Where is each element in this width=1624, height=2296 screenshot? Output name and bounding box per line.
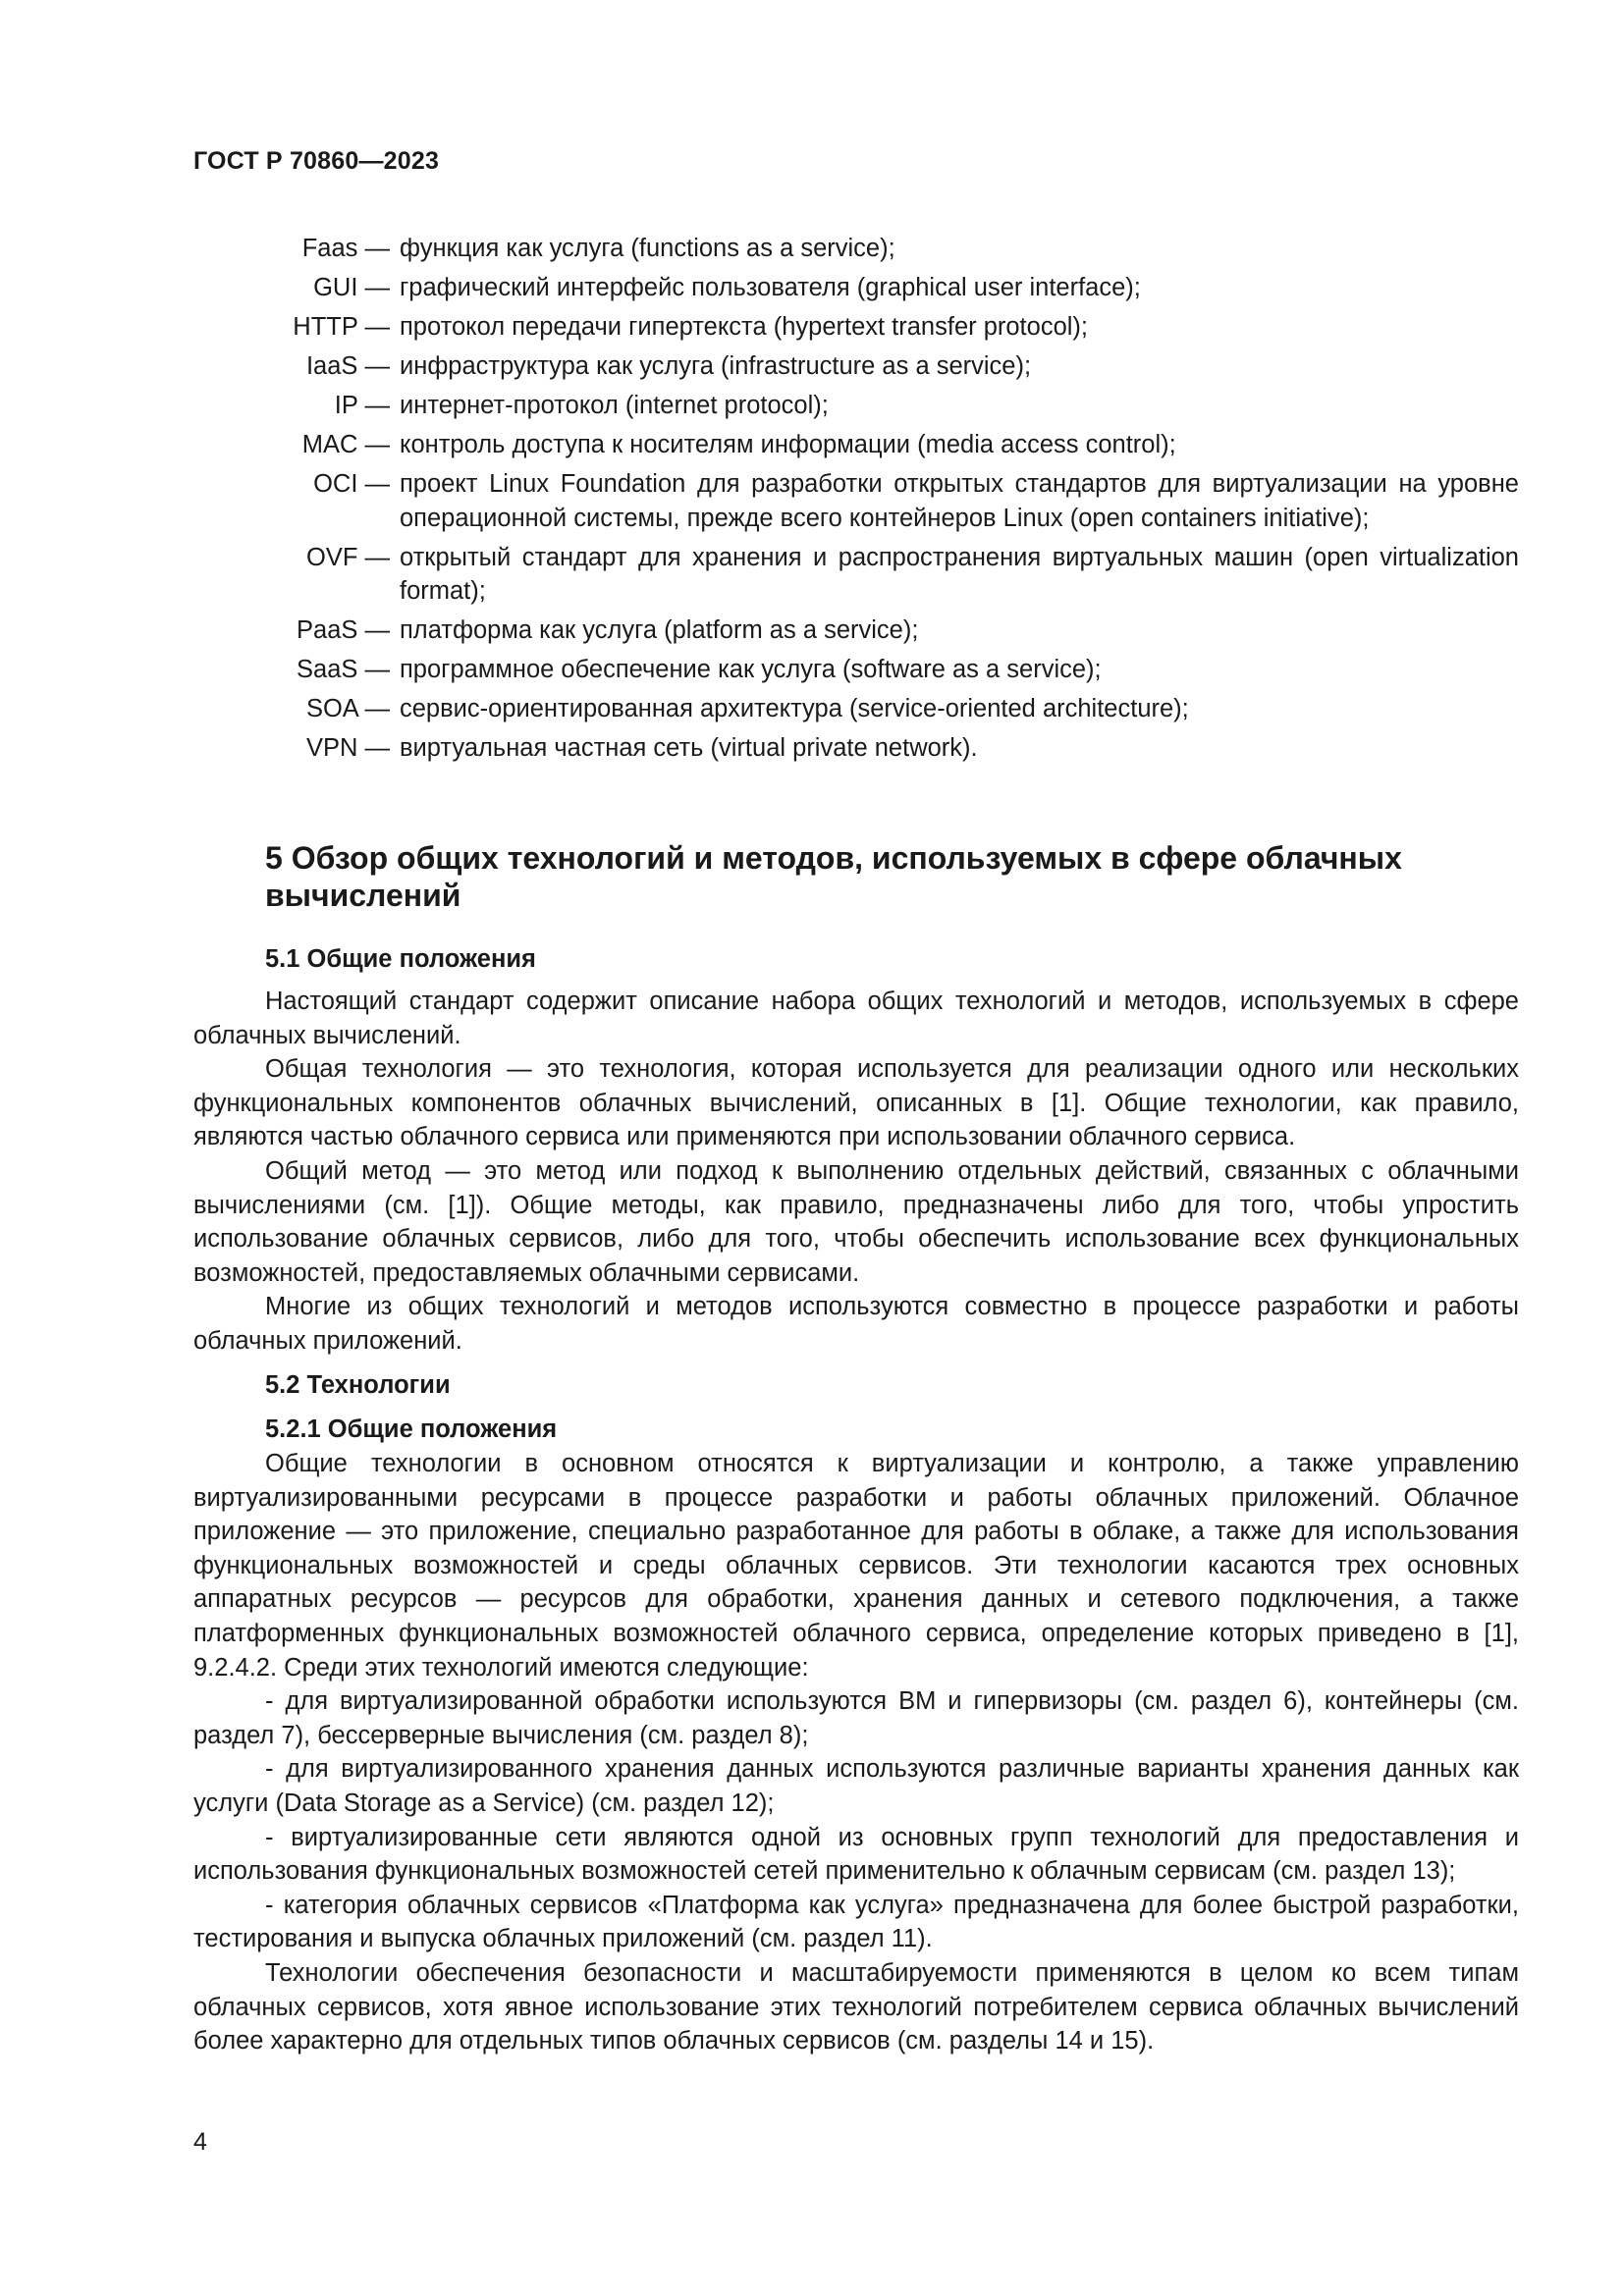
list-item: - категория облачных сервисов «Платформа как услуга» предназначена для более быстрой разработки, тестирования и выпуска облачных приложений (см. раздел 11). — [193, 1891, 1519, 1953]
abbreviation-definition: контроль доступа к носителям информации (media access control); — [400, 431, 1176, 458]
section-5-2-1-title: 5.2.1 Общие положения — [265, 1415, 558, 1443]
abbreviation-term: SaaS — — [297, 656, 390, 683]
section-5-1-title: 5.1 Общие положения — [265, 945, 536, 973]
abbreviations-list — [193, 232, 1519, 771]
abbreviation-term: MAC — — [301, 431, 390, 458]
abbreviation-entry — [193, 731, 1519, 766]
abbreviation-entry — [193, 614, 1519, 648]
abbreviation-entry — [193, 232, 1519, 266]
document-code-header: ГОСТ Р 70860—2023 — [193, 147, 440, 175]
abbreviation-term: VPN — — [305, 734, 390, 762]
abbreviation-definition: сервис-ориентированная архитектура (service-oriented architecture); — [400, 695, 1189, 722]
abbreviation-term: SOA — — [305, 695, 390, 722]
list-item: - для виртуализированной обработки используются ВМ и гипервизоры (см. раздел 6), контейнеры (см. раздел 7), бессерверные вычисления (см. раздел 8); — [193, 1687, 1519, 1749]
abbreviation-definition: графический интерфейс пользователя (graphical user interface); — [400, 274, 1141, 301]
abbreviation-definition: интернет-протокол (internet protocol); — [400, 392, 829, 419]
abbreviation-entry — [193, 653, 1519, 687]
abbreviation-term: OVF — — [305, 543, 390, 571]
abbreviation-term: IP — — [334, 392, 390, 419]
section-5-2-1-body — [193, 1447, 1519, 2058]
abbreviation-entry — [193, 310, 1519, 345]
abbreviation-entry — [193, 541, 1519, 609]
abbreviation-entry — [193, 349, 1519, 384]
abbreviation-entry — [193, 428, 1519, 462]
abbreviation-term: GUI — — [313, 274, 390, 301]
paragraph: Настоящий стандарт содержит описание набора общих технологий и методов, используемых в сфере облачных вычислений. — [193, 988, 1519, 1049]
paragraph: Общий метод — это метод или подход к выполнению отдельных действий, связанных с облачными вычислениями (см. [1]). Общие методы, как правило, предназначены либо для того, чтобы упростить использование облачных сервисов, либо для того, чтобы обеспечить использование всех функциональных возможностей, предоставляемых облачными сервисами. — [193, 1156, 1519, 1287]
paragraph: Многие из общих технологий и методов используются совместно в процессе разработки и работы облачных приложений. — [193, 1293, 1519, 1355]
paragraph: Общие технологии в основном относятся к виртуализации и контролю, а также управлению виртуализированными ресурсами в процессе разработки и работы облачных приложений. Облачное приложение — это приложение, специально разработанное для работы в облаке, а также для использования функциональных возможностей и среды облачных сервисов. Эти технологии касаются трех основных аппаратных ресурсов — ресурсов для обработки, хранения данных и сетевого подключения, а также платформенных функциональных возможностей облачного сервиса, определение которых приведено в [1], 9.2.4.2. Среди этих технологий имеются следующие: — [193, 1450, 1519, 1682]
abbreviation-definition: открытый стандарт для хранения и распространения виртуальных машин (open virtualization format); — [400, 543, 1519, 605]
abbreviation-entry — [193, 271, 1519, 305]
abbreviation-entry — [193, 467, 1519, 535]
list-item: - виртуализированные сети являются одной из основных групп технологий для предоставления и использования функциональных возможностей сетей применительно к облачным сервисам (см. раздел 13); — [193, 1823, 1519, 1886]
abbreviation-term: IaaS — — [305, 352, 390, 380]
abbreviation-definition: программное обеспечение как услуга (software as a service); — [400, 656, 1102, 683]
paragraph: Технологии обеспечения безопасности и масштабируемости применяются в целом ко всем типам облачных сервисов, хотя явное использование этих технологий потребителем сервиса облачных вычислений более характерно для отдельных типов облачных сервисов (см. разделы 14 и 15). — [193, 1958, 1519, 2056]
abbreviation-definition: проект Linux Foundation для разработки открытых стандартов для виртуализации на уровне операционной системы, прежде всего контейнеров Linux (open containers initiative); — [400, 470, 1519, 532]
list-item: - для виртуализированного хранения данных используются различные варианты хранения данных как услуги (Data Storage as a Service) (см. раздел 12); — [193, 1755, 1519, 1817]
abbreviation-term: Faas — — [301, 235, 390, 262]
page-number: 4 — [193, 2128, 207, 2156]
section-5-title: 5 Обзор общих технологий и методов, используемых в сфере облачных вычислений — [265, 840, 1402, 913]
paragraph: Общая технология — это технология, которая используется для реализации одного или нескольких функциональных компонентов облачных вычислений, описанных в [1]. Общие технологии, как правило, являются частью облачного сервиса или применяются при использовании облачного сервиса. — [193, 1055, 1519, 1151]
abbreviation-definition: виртуальная частная сеть (virtual private network). — [400, 734, 978, 762]
abbreviation-entry — [193, 389, 1519, 423]
abbreviation-definition: протокол передачи гипертекста (hypertext transfer protocol); — [400, 313, 1089, 341]
abbreviation-definition: функция как услуга (functions as a service); — [400, 235, 895, 262]
abbreviation-term: HTTP — — [293, 313, 390, 341]
section-5-2-title: 5.2 Технологии — [265, 1371, 451, 1399]
abbreviation-entry — [193, 692, 1519, 726]
section-5-1-body — [193, 985, 1519, 1359]
abbreviation-term: OCI — — [313, 470, 390, 498]
abbreviation-term: PaaS — — [297, 616, 390, 644]
abbreviation-definition: инфраструктура как услуга (infrastructure as a service); — [400, 352, 1032, 380]
abbreviation-definition: платформа как услуга (platform as a service); — [400, 616, 919, 644]
